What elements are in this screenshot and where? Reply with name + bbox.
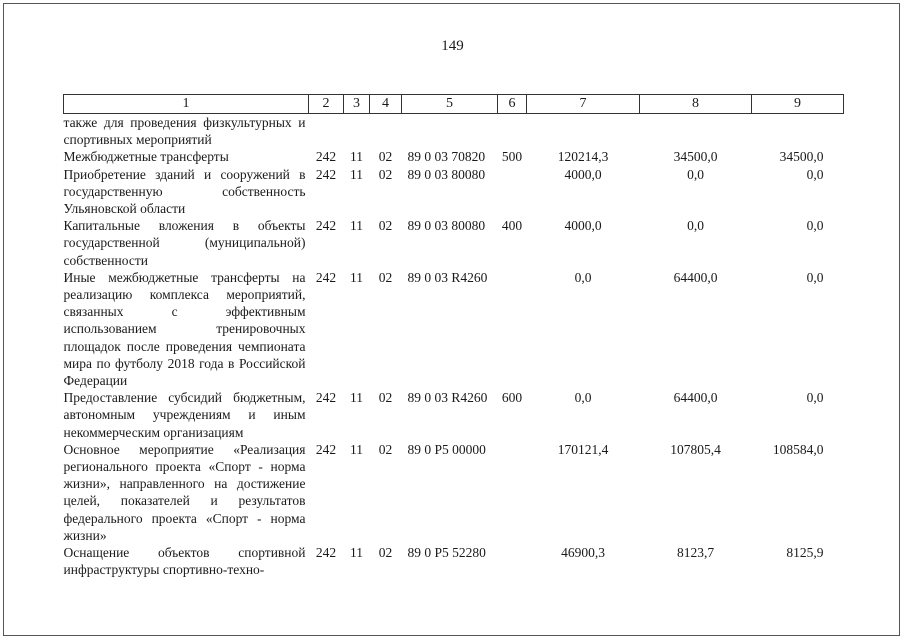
header-col-7: 7: [527, 95, 640, 114]
row-ministry: 242: [315, 441, 337, 457]
table-header-row: [64, 95, 844, 114]
row-amount-col9: 0,0: [806, 390, 824, 406]
table-row: [64, 389, 844, 441]
row-amount-col7: 4000,0: [564, 166, 602, 182]
row-amount-col9: 0,0: [806, 269, 824, 285]
row-target-code: 89 0 03 80080: [407, 166, 486, 182]
row-target-code: 89 0 P5 00000: [407, 441, 486, 457]
row-amount-col9: 34500,0: [779, 149, 824, 165]
row-amount-col7: [527, 114, 640, 149]
row-name: Приобретение зданий и сооружений в государственную собственность Ульяновской области: [63, 166, 306, 217]
row-section: 11: [350, 269, 363, 285]
row-amount-col7: 0,0: [574, 269, 592, 285]
row-ministry: 242: [315, 218, 337, 234]
row-target-code: 89 0 03 80080: [407, 218, 486, 234]
row-expense-type: [498, 544, 527, 578]
row-section: 11: [350, 545, 363, 561]
row-section: 11: [350, 149, 363, 165]
row-subsection: [370, 114, 402, 149]
header-col-6: 6: [498, 95, 527, 114]
header-col-4: 4: [370, 95, 402, 114]
row-amount-col9: 0,0: [806, 218, 824, 234]
row-expense-type: [498, 166, 527, 218]
row-ministry: 242: [315, 390, 337, 406]
row-target-code: 89 0 P5 52280: [407, 545, 486, 561]
row-target-code: 89 0 03 70820: [407, 149, 486, 165]
row-expense-type: [498, 269, 527, 389]
row-amount-col8: 107805,4: [670, 441, 721, 457]
header-col-9: 9: [752, 95, 844, 114]
row-section: 11: [350, 218, 363, 234]
row-ministry: 242: [315, 269, 337, 285]
row-section: 11: [350, 166, 363, 182]
header-col-3: 3: [344, 95, 370, 114]
row-name: Предоставление субсидий бюджетным, автономным учреждениям и иным некоммерческим организациям: [63, 390, 306, 440]
header-col-5: 5: [402, 95, 498, 114]
row-ministry: [309, 114, 344, 149]
row-subsection: 02: [378, 149, 393, 165]
row-amount-col8: 34500,0: [673, 149, 718, 165]
row-amount-col8: 0,0: [687, 166, 704, 182]
row-target-code: 89 0 03 R4260: [407, 390, 488, 406]
row-name: также для проведения физкультурных и спортивных мероприятий: [63, 115, 306, 148]
row-expense-type: 600: [501, 390, 523, 406]
row-amount-col7: 170121,4: [557, 441, 609, 457]
row-subsection: 02: [378, 545, 393, 561]
table-row: [64, 441, 844, 544]
row-amount-col8: 64400,0: [673, 269, 718, 285]
row-target-code: 89 0 03 R4260: [407, 269, 488, 285]
row-expense-type: [498, 441, 527, 544]
row-amount-col7: 120214,3: [557, 149, 609, 165]
table-row: [64, 114, 844, 149]
row-ministry: 242: [315, 545, 337, 561]
row-amount-col7: 4000,0: [564, 218, 602, 234]
row-subsection: 02: [378, 441, 393, 457]
row-expense-type: 500: [501, 149, 523, 165]
table-row: [64, 544, 844, 578]
row-ministry: 242: [315, 166, 337, 182]
row-amount-col9: 8125,9: [786, 545, 824, 561]
row-amount-col9: 108584,0: [772, 441, 824, 457]
table-row: [64, 166, 844, 218]
row-expense-type: [498, 114, 527, 149]
row-subsection: 02: [378, 390, 393, 406]
row-subsection: 02: [378, 166, 393, 182]
row-subsection: 02: [378, 269, 393, 285]
page-number: 149: [441, 38, 464, 54]
row-name: Иные межбюджетные трансферты на реализацию комплекса мероприятий, связанных с эффективным использованием тренировочных площадок после проведения чемпионата мира по футболу 2018 года в Российской Федерации: [63, 269, 306, 389]
row-section: 11: [350, 390, 363, 406]
row-amount-col9: [752, 114, 844, 149]
header-col-8: 8: [640, 95, 752, 114]
row-amount-col8: 0,0: [687, 218, 704, 234]
row-name: Оснащение объектов спортивной инфраструктуры спортивно-техно-: [63, 545, 306, 578]
row-target-code: [402, 114, 498, 149]
table-row: [64, 217, 844, 269]
row-amount-col8: 8123,7: [676, 545, 715, 561]
row-name: Основное мероприятие «Реализация регионального проекта «Спорт - норма жизни», направленного на достижение целей, показателей и результатов федерального проекта «Спорт - норма жизни»: [63, 441, 306, 543]
row-section: [344, 114, 370, 149]
row-amount-col9: 0,0: [806, 166, 824, 182]
row-subsection: 02: [378, 218, 393, 234]
row-amount-col8: 64400,0: [673, 390, 718, 406]
header-col-2: 2: [309, 95, 344, 114]
row-amount-col8: [640, 114, 752, 149]
table-row: [64, 269, 844, 389]
row-ministry: 242: [315, 149, 337, 165]
header-col-1: 1: [64, 95, 309, 114]
row-name: Межбюджетные трансферты: [63, 149, 229, 165]
budget-table: [63, 94, 844, 578]
row-expense-type: 400: [501, 218, 523, 234]
row-name: Капитальные вложения в объекты государственной (муниципальной) собственности: [63, 218, 306, 268]
row-section: 11: [350, 441, 363, 457]
table-row: [64, 148, 844, 165]
row-amount-col7: 46900,3: [561, 545, 605, 561]
row-amount-col7: 0,0: [574, 390, 592, 406]
